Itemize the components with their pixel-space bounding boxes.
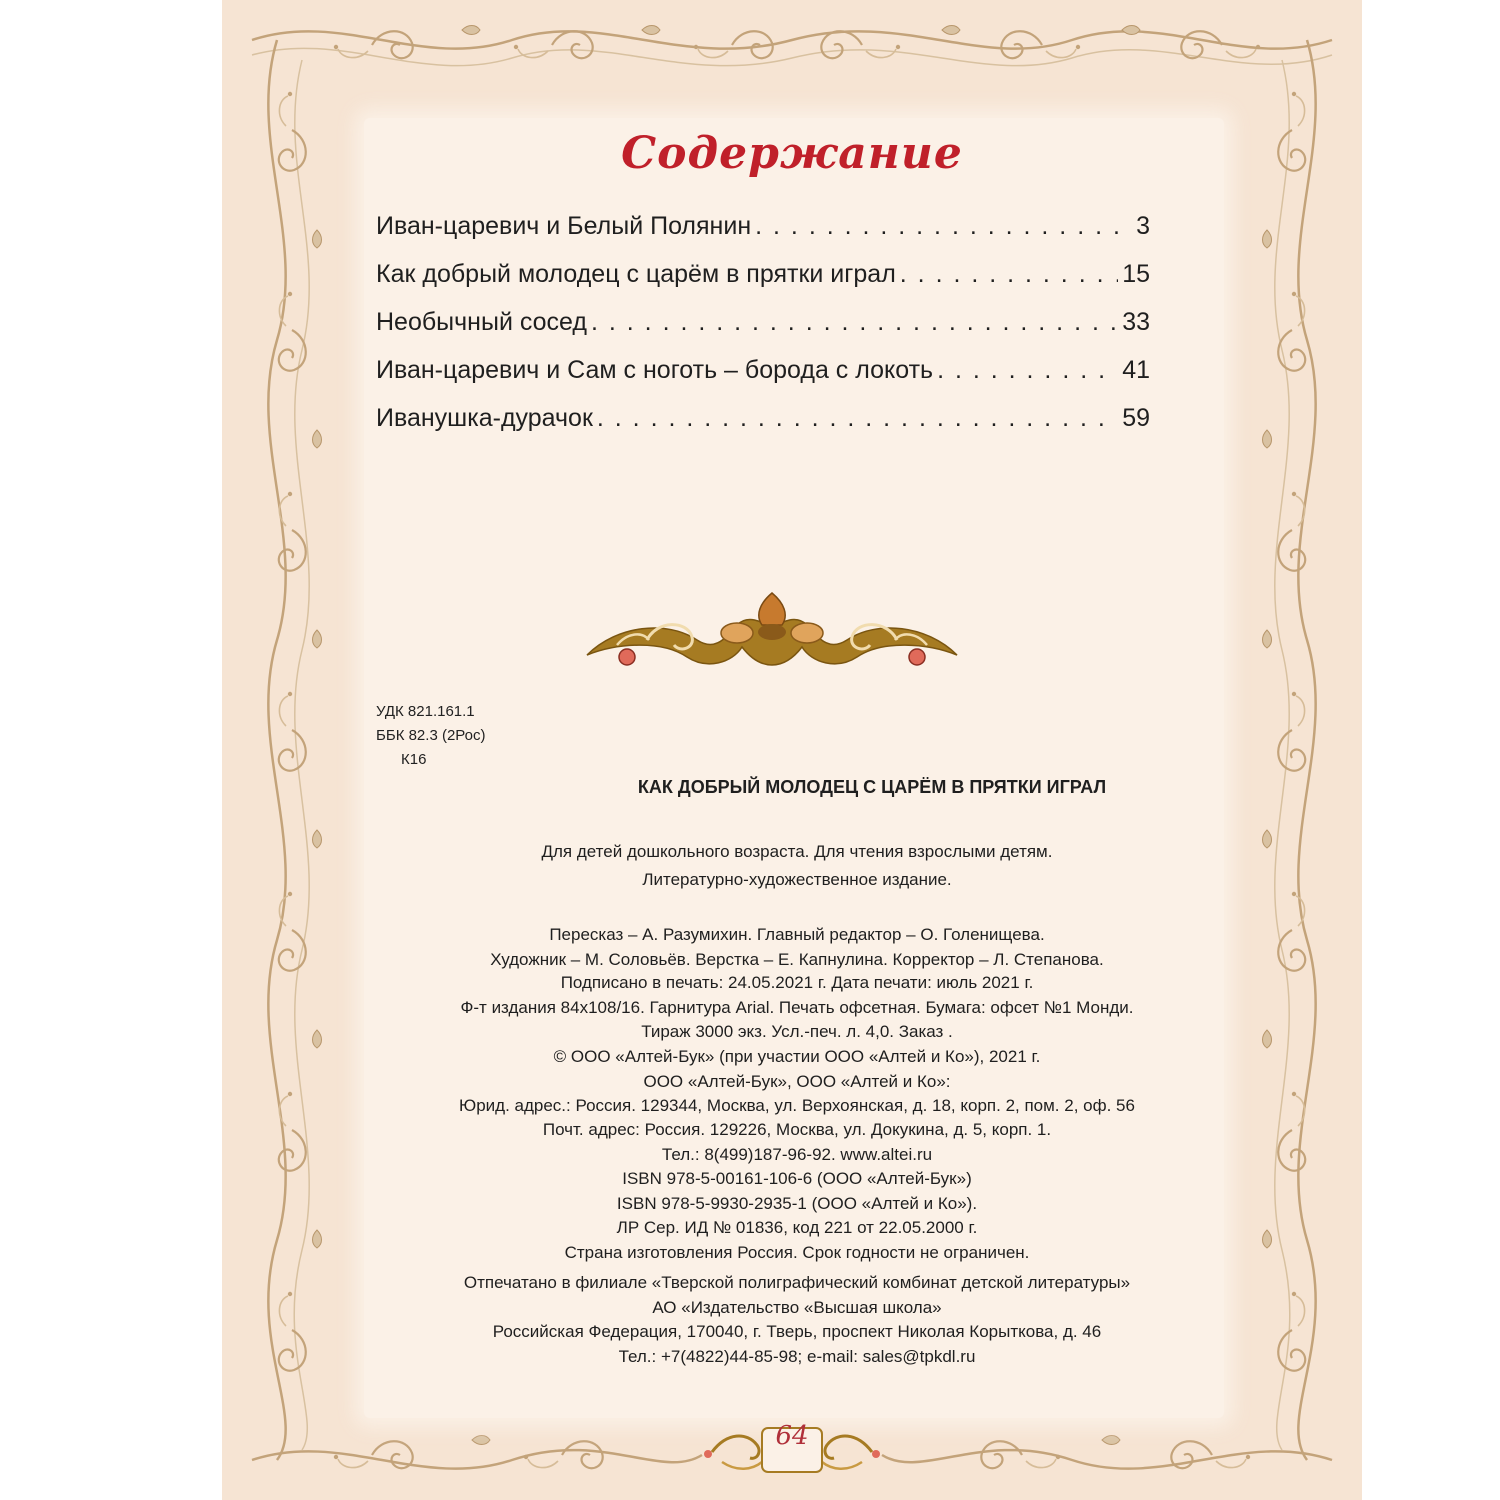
bbk-code: ББК 82.3 (2Рос) (376, 727, 486, 744)
toc-title: Содержание (621, 128, 963, 179)
toc-item-page: 3 (1136, 212, 1150, 240)
imprint-postal-address: Почт. адрес: Россия. 129226, Москва, ул. Докукина, д. 5, корп. 1. (542, 1120, 1052, 1139)
imprint-genre: Литературно-художественное издание. (642, 870, 952, 889)
toc-item[interactable] (376, 404, 1150, 452)
imprint-publisher: АО «Издательство «Высшая школа» (652, 1298, 942, 1317)
imprint-companies: ООО «Алтей-Бук», ООО «Алтей и Ко»: (643, 1072, 951, 1091)
toc-leader-dots (597, 404, 1118, 433)
imprint-printer-address: Российская Федерация, 170040, г. Тверь, проспект Николая Корыткова, д. 46 (492, 1322, 1102, 1341)
toc-item-page: 59 (1122, 404, 1150, 432)
library-codes (376, 700, 485, 772)
imprint-copyright: © ООО «Алтей-Бук» (при участии ООО «Алтей и Ко»), 2021 г. (553, 1047, 1041, 1066)
toc-item-title: Иванушка-дурачок (376, 404, 593, 432)
toc-leader-dots (937, 356, 1118, 385)
imprint-credits-1: Пересказ – А. Разумихин. Главный редактор – О. Голенищева. (549, 925, 1045, 944)
book-page (222, 0, 1362, 1500)
imprint-print-run: Тираж 3000 экз. Усл.-печ. л. 4,0. Заказ . (641, 1022, 953, 1041)
toc-item-title: Необычный сосед (376, 308, 587, 336)
imprint-country: Страна изготовления Россия. Срок годности не ограничен. (564, 1243, 1030, 1262)
imprint-signed: Подписано в печать: 24.05.2021 г. Дата печати: июль 2021 г. (560, 973, 1034, 992)
toc-item-title: Иван-царевич и Сам с ноготь – борода с локоть (376, 356, 934, 384)
frame-left (268, 40, 321, 1460)
imprint-legal-address: Юрид. адрес.: Россия. 129344, Москва, ул. Верхоянская, д. 18, корп. 2, пом. 2, оф. 56 (459, 1096, 1135, 1115)
toc-item-title: Иван-царевич и Белый Полянин (376, 212, 752, 240)
frame-top (252, 26, 1332, 66)
toc-item[interactable] (376, 212, 1150, 260)
udk-code: УДК 821.161.1 (376, 703, 475, 720)
toc-item[interactable] (376, 356, 1150, 404)
imprint-printed-at: Отпечатано в филиале «Тверской полиграфический комбинат детской литературы» (463, 1273, 1131, 1292)
toc-list (376, 212, 1150, 452)
imprint-license: ЛР Сер. ИД № 01836, код 221 от 22.05.2000 г. (616, 1218, 978, 1237)
toc-leader-dots (900, 260, 1118, 289)
toc-item[interactable] (376, 308, 1150, 356)
toc-item-page: 15 (1122, 260, 1150, 288)
imprint-isbn-2: ISBN 978-5-9930-2935-1 (ООО «Алтей и Ко»). (616, 1194, 978, 1213)
author-sign: К16 (401, 751, 427, 768)
toc-item-title: Как добрый молодец с царём в прятки играл (376, 260, 896, 288)
page-number: 64 (775, 1421, 809, 1451)
imprint-audience: Для детей дошкольного возраста. Для чтения взрослыми детям. (541, 842, 1053, 861)
imprint-printer-contacts: Тел.: +7(4822)44-85-98; e-mail: sales@tpkdl.ru (618, 1347, 976, 1366)
imprint-format: Ф-т издания 84х108/16. Гарнитура Arial. Печать офсетная. Бумага: офсет №1 Монди. (460, 998, 1134, 1017)
imprint-phone-site: Тел.: 8(499)187-96-92. www.altei.ru (661, 1145, 933, 1164)
frame-right (1263, 40, 1316, 1460)
toc-item-page: 41 (1122, 356, 1150, 384)
central-ornament (577, 585, 967, 680)
imprint-book-title: КАК ДОБРЫЙ МОЛОДЕЦ С ЦАРЁМ В ПРЯТКИ ИГРАЛ (637, 777, 1107, 797)
imprint-credits-2: Художник – М. Соловьёв. Верстка – Е. Капнулина. Корректор – Л. Степанова. (490, 950, 1104, 969)
toc-item[interactable] (376, 260, 1150, 308)
toc-item-page: 33 (1122, 308, 1150, 336)
imprint-isbn-1: ISBN 978-5-00161-106-6 (ООО «Алтей-Бук») (622, 1169, 972, 1188)
toc-leader-dots (591, 308, 1118, 337)
toc-leader-dots (755, 212, 1132, 241)
